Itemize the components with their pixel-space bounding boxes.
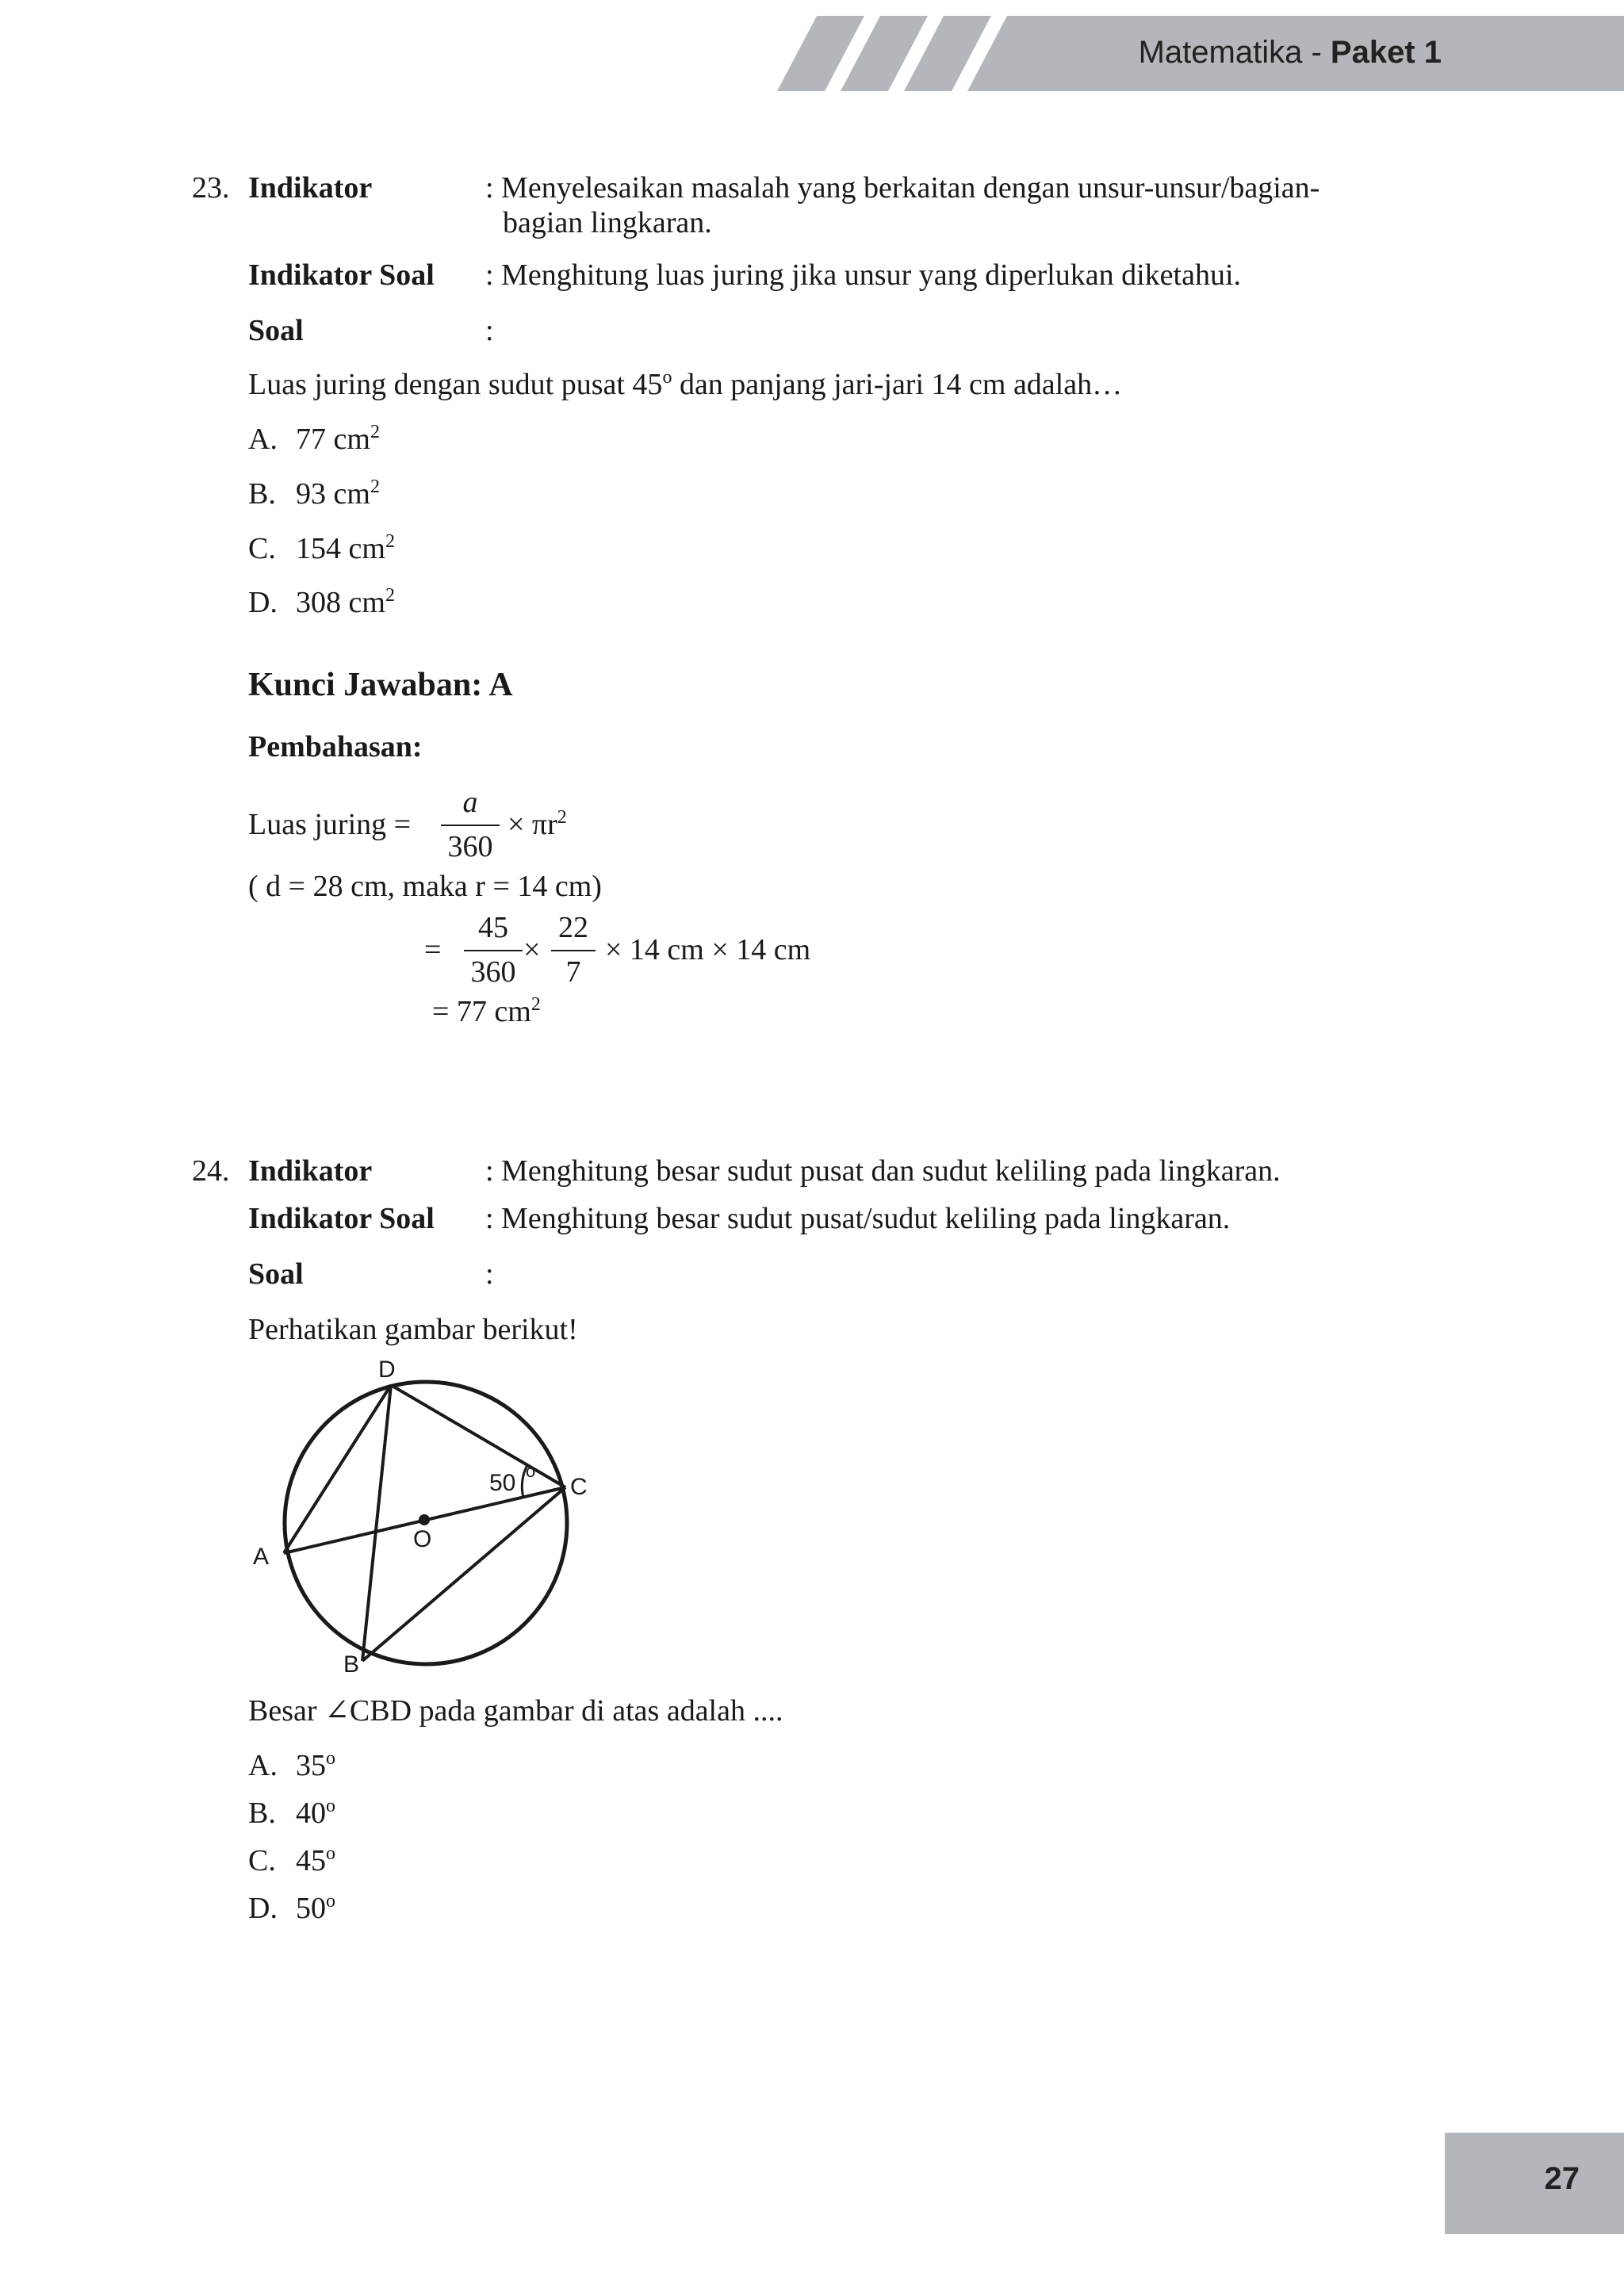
question-number: 24.	[192, 1154, 230, 1188]
option-letter: A.	[248, 423, 278, 456]
pi-r-text: × πr	[508, 808, 557, 841]
degree-sup: o	[662, 367, 672, 388]
fraction-denominator: 7	[565, 955, 581, 989]
indikator-value-line1: : Menyelesaikan masalah yang berkaitan dengan unsur-unsur/bagian-	[485, 171, 1320, 205]
label-d: D	[378, 1357, 396, 1383]
angle-icon: ∠	[324, 1694, 350, 1728]
page-number-box	[1445, 2133, 1624, 2234]
label-b: B	[343, 1651, 360, 1677]
option-value: 308 cm	[296, 586, 385, 619]
option-b	[248, 1796, 335, 1831]
option-sup: o	[326, 1748, 335, 1769]
option-value: 45	[296, 1844, 326, 1877]
fraction-denominator: 360	[470, 955, 516, 989]
solution-result: = 77 cm	[432, 995, 531, 1028]
question-prefix: Besar	[248, 1694, 325, 1728]
option-letter: C.	[248, 532, 276, 565]
fraction-denominator: 360	[447, 830, 493, 863]
circle-figure	[250, 1352, 599, 1677]
header-subject: Matematika -	[1138, 35, 1331, 70]
option-value: 35	[296, 1749, 326, 1782]
label-c: C	[570, 1474, 588, 1500]
solution-line1-left: Luas juring =	[248, 808, 412, 841]
option-letter: B.	[248, 1797, 276, 1830]
angle-label: 50	[489, 1470, 516, 1496]
option-d	[248, 585, 395, 620]
option-c	[248, 1843, 335, 1878]
fraction-numerator: 45	[464, 910, 523, 951]
fraction-numerator: a	[441, 785, 500, 826]
option-value: 93 cm	[296, 477, 370, 511]
soal-label: Soal	[248, 1257, 304, 1291]
option-sup: o	[326, 1891, 335, 1911]
indikator-soal-value: : Menghitung luas juring jika unsur yang diperlukan diketahui.	[485, 258, 1242, 292]
option-letter: D.	[248, 1892, 278, 1925]
solution-line1-right	[508, 807, 567, 842]
soal-colon: :	[485, 1257, 494, 1291]
soal-label: Soal	[248, 314, 304, 347]
option-sup: o	[326, 1843, 335, 1864]
option-sup: 2	[385, 531, 395, 552]
option-value: 154 cm	[296, 532, 385, 565]
square-sup: 2	[530, 994, 541, 1015]
option-c	[248, 531, 395, 566]
option-value: 50	[296, 1892, 326, 1925]
indikator-value: : Menghitung besar sudut pusat dan sudut keliling pada lingkaran.	[485, 1154, 1281, 1188]
question-text-part2: dan panjang jari-jari 14 cm adalah…	[672, 368, 1123, 401]
answer-key: Kunci Jawaban: A	[248, 667, 513, 703]
solution-line2: ( d = 28 cm, maka r = 14 cm)	[248, 870, 602, 903]
option-sup: o	[326, 1796, 335, 1816]
option-b	[248, 476, 380, 511]
fraction-numerator: 22	[551, 910, 596, 951]
question-text	[248, 367, 1122, 402]
label-a: A	[253, 1544, 270, 1570]
option-value: 40	[296, 1797, 326, 1830]
pembahasan-label: Pembahasan:	[248, 730, 423, 763]
indikator-soal-value: : Menghitung besar sudut pusat/sudut keliling pada lingkaran.	[485, 1202, 1231, 1235]
option-letter: A.	[248, 1749, 278, 1782]
fraction-45-over-360	[464, 910, 523, 989]
solution-line3-right: × 14 cm × 14 cm	[605, 933, 811, 966]
label-o: O	[413, 1526, 432, 1552]
option-value: 77 cm	[296, 423, 370, 456]
header-title	[1139, 35, 1442, 71]
indikator-label: Indikator	[248, 1154, 373, 1188]
option-sup: 2	[385, 585, 395, 606]
option-letter: C.	[248, 1844, 276, 1877]
chord-bc	[362, 1487, 565, 1661]
question-body: CBD pada gambar di atas adalah ....	[349, 1694, 783, 1728]
angle-degree: o	[526, 1461, 536, 1481]
chord-db	[362, 1385, 391, 1661]
option-letter: D.	[248, 586, 278, 619]
question-text-part1: Luas juring dengan sudut pusat 45	[248, 368, 663, 401]
fraction-a-over-360	[441, 785, 500, 864]
page-number: 27	[1544, 2161, 1580, 2196]
soal-colon: :	[485, 314, 494, 347]
option-sup: 2	[370, 476, 380, 497]
option-sup: 2	[370, 422, 380, 442]
question-intro: Perhatikan gambar berikut!	[248, 1313, 578, 1346]
option-a	[248, 422, 380, 457]
indikator-value	[485, 170, 1320, 240]
header-paket: Paket 1	[1330, 35, 1442, 70]
indikator-soal-label: Indikator Soal	[248, 258, 435, 292]
solution-equals: =	[424, 933, 442, 966]
solution-line4	[432, 994, 541, 1029]
center-point	[419, 1514, 430, 1525]
option-letter: B.	[248, 477, 276, 511]
indikator-value-line2: bagian lingkaran.	[503, 206, 712, 239]
indikator-soal-label: Indikator Soal	[248, 1202, 435, 1235]
fraction-22-over-7	[551, 910, 596, 989]
solution-times: ×	[523, 933, 541, 966]
option-a	[248, 1748, 335, 1783]
indikator-label: Indikator	[248, 171, 373, 205]
question-text	[248, 1693, 783, 1728]
option-d	[248, 1891, 335, 1926]
question-number: 23.	[192, 171, 230, 205]
square-sup: 2	[557, 807, 567, 828]
